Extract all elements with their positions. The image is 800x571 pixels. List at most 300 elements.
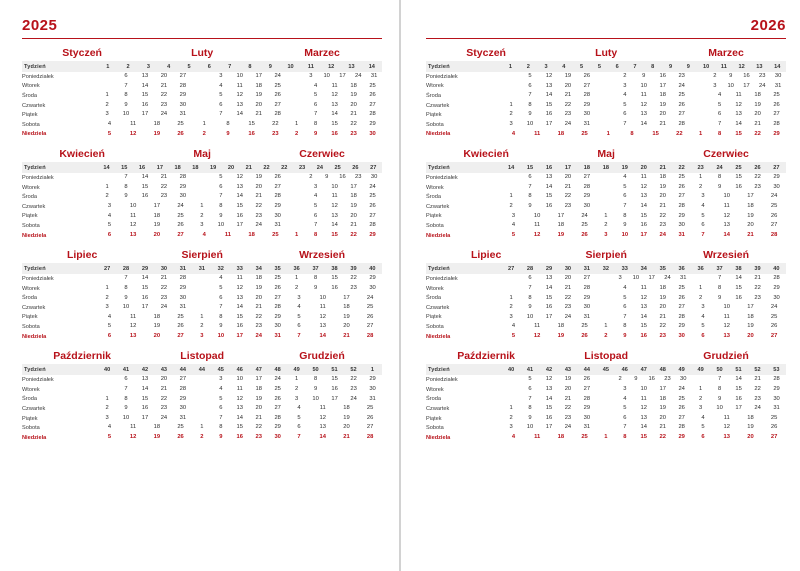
day-number: 12 <box>319 313 326 320</box>
week-number: 9 <box>268 63 272 70</box>
day-number: 28 <box>583 183 591 190</box>
quarter-block <box>426 148 786 240</box>
day-number <box>502 284 521 294</box>
day-number: 23 <box>255 323 262 330</box>
week-number: 22 <box>263 164 270 171</box>
day-number: 6 <box>528 275 532 282</box>
day-number: 22 <box>659 212 666 219</box>
day-number: 28 <box>678 120 685 127</box>
day-number: 22 <box>676 130 683 137</box>
day-number: 22 <box>659 323 666 330</box>
day-name: Sobota <box>426 324 444 331</box>
day-number: 11 <box>130 212 137 219</box>
day-number: 3 <box>105 304 109 311</box>
day-number: 2 <box>309 174 313 181</box>
day-name: Piątek <box>426 314 442 321</box>
day-number: 25 <box>177 424 184 431</box>
day-number: 18 <box>343 405 350 412</box>
day-number: 27 <box>369 212 376 219</box>
day-number: 4 <box>718 92 722 99</box>
day-number: 20 <box>659 304 666 311</box>
day-number: 13 <box>640 111 647 118</box>
day-number: 12 <box>129 434 137 441</box>
month-week-cell <box>596 332 691 342</box>
month-week-cell <box>287 294 382 304</box>
day-number: 1 <box>509 193 513 200</box>
week-number: 42 <box>545 366 553 373</box>
month-week-cell <box>691 101 786 111</box>
day-number: 18 <box>747 202 754 209</box>
day-number: 9 <box>718 183 722 190</box>
week-number: 28 <box>122 265 130 272</box>
day-number <box>596 385 615 395</box>
day-number: 5 <box>107 222 112 229</box>
week-number: 40 <box>369 265 376 272</box>
day-number: 21 <box>160 275 168 282</box>
week-number: 1 <box>370 366 374 373</box>
day-number: 31 <box>369 395 376 402</box>
week-number: 6 <box>615 63 619 70</box>
week-number: 31 <box>583 265 590 272</box>
day-number: 27 <box>583 275 591 282</box>
day-number: 5 <box>314 92 318 99</box>
day-name: Środa <box>426 396 441 403</box>
day-number: 15 <box>640 434 647 441</box>
week-number: 2 <box>526 63 530 70</box>
day-number: 24 <box>160 111 168 118</box>
day-number: 5 <box>623 183 627 190</box>
week-number: 49 <box>678 366 685 373</box>
day-number: 1 <box>295 376 299 383</box>
day-number: 6 <box>528 386 532 393</box>
day-number: 17 <box>747 193 754 200</box>
day-number: 15 <box>545 405 553 412</box>
day-number: 24 <box>678 82 685 89</box>
day-number: 18 <box>557 222 565 229</box>
day-number: 28 <box>366 332 374 339</box>
week-number: 23 <box>298 164 306 171</box>
day-number: 4 <box>314 193 318 200</box>
week-number: 27 <box>370 164 377 171</box>
day-number: 3 <box>604 231 608 238</box>
day-name: Czwartek <box>22 203 46 210</box>
day-number: 25 <box>770 414 778 421</box>
week-number: 24 <box>316 164 323 171</box>
day-number: 15 <box>141 395 149 402</box>
day-number: 9 <box>124 193 128 200</box>
day-number: 11 <box>236 275 243 282</box>
day-number <box>596 82 615 92</box>
day-number: 8 <box>718 284 722 291</box>
day-number: 6 <box>701 332 705 339</box>
month-title: Lipiec <box>470 249 502 262</box>
day-number: 15 <box>545 193 553 200</box>
day-number: 6 <box>314 101 318 108</box>
day-number: 23 <box>678 73 685 79</box>
day-number: 2 <box>713 73 717 79</box>
day-number: 10 <box>526 120 534 127</box>
day-number: 1 <box>105 92 109 99</box>
day-number: 26 <box>366 414 374 421</box>
day-number: 12 <box>545 376 553 383</box>
table-row <box>426 91 786 101</box>
day-number: 30 <box>369 284 376 291</box>
day-number: 31 <box>179 304 187 311</box>
day-number: 14 <box>545 395 553 402</box>
year-label-right: 2026 <box>750 17 786 34</box>
day-number: 16 <box>331 130 338 137</box>
day-number: 2 <box>295 130 299 137</box>
day-number: 20 <box>747 332 754 339</box>
day-number: 21 <box>255 193 262 200</box>
month-week-cell <box>691 221 786 231</box>
month-week-cell <box>691 414 786 424</box>
day-number: 13 <box>735 111 742 118</box>
day-number: 20 <box>343 323 350 330</box>
week-number: 49 <box>293 366 300 373</box>
day-number: 6 <box>219 183 223 190</box>
day-number: 31 <box>179 111 187 118</box>
day-number: 26 <box>177 323 184 330</box>
week-number: 47 <box>640 366 647 373</box>
week-number: 4 <box>167 63 171 70</box>
month-title: Listopad <box>584 350 629 363</box>
week-number: 52 <box>754 366 761 373</box>
day-number: 28 <box>678 424 685 431</box>
day-number: 14 <box>545 284 553 291</box>
day-number: 17 <box>545 424 553 431</box>
day-number: 15 <box>735 386 742 393</box>
day-number: 4 <box>623 395 627 402</box>
day-number: 19 <box>255 395 262 402</box>
week-numbers <box>98 266 382 272</box>
table-row <box>22 423 382 433</box>
month-week-cell <box>691 284 786 294</box>
day-number: 19 <box>564 73 572 79</box>
week-number-band <box>22 364 382 375</box>
day-number <box>502 72 521 82</box>
day-number: 20 <box>564 82 572 89</box>
day-number: 7 <box>297 434 301 441</box>
month-week-cell <box>287 221 382 231</box>
day-number: 22 <box>350 376 357 383</box>
day-number: 30 <box>774 73 782 79</box>
day-number: 28 <box>678 313 685 320</box>
day-number <box>98 385 117 395</box>
month-week-cell <box>596 120 691 130</box>
day-number: 14 <box>735 120 742 127</box>
week-number: 9 <box>668 63 673 70</box>
day-number: 30 <box>678 332 685 339</box>
day-number: 8 <box>528 193 532 200</box>
day-number: 14 <box>545 183 553 190</box>
day-number: 12 <box>331 202 338 209</box>
month-week-cell <box>98 231 193 241</box>
day-number: 9 <box>642 73 646 79</box>
week-number: 10 <box>287 63 294 70</box>
month-week-cell <box>691 375 786 385</box>
week-number: 35 <box>659 265 666 272</box>
month-week-cell <box>596 433 691 443</box>
day-number: 25 <box>177 313 184 320</box>
day-number: 9 <box>528 304 532 311</box>
table-row <box>426 101 786 111</box>
day-number: 8 <box>623 434 627 441</box>
month-week-cell <box>98 375 193 385</box>
month-week-cell <box>691 274 786 284</box>
week-number-band <box>426 61 786 72</box>
day-number <box>287 173 303 183</box>
day-number: 1 <box>200 424 204 431</box>
day-number: 18 <box>659 174 666 181</box>
day-name: Czwartek <box>426 304 450 311</box>
day-name: Wtorek <box>426 184 444 191</box>
day-number: 1 <box>200 202 204 209</box>
day-number: 7 <box>528 183 532 190</box>
month-week-cell <box>502 231 597 241</box>
year-rule-left <box>22 38 382 39</box>
table-row <box>22 303 382 313</box>
day-number: 17 <box>236 332 243 339</box>
day-number: 4 <box>107 424 112 431</box>
month-week-cell <box>287 130 382 140</box>
day-number: 27 <box>678 193 685 200</box>
month-week-cell <box>691 231 786 241</box>
day-number: 23 <box>564 202 572 209</box>
day-number: 28 <box>770 231 778 238</box>
day-number: 21 <box>659 120 666 127</box>
day-number: 11 <box>723 414 730 421</box>
week-number: 52 <box>350 366 357 373</box>
day-number: 29 <box>179 92 187 99</box>
day-number: 24 <box>255 332 262 339</box>
day-number <box>596 120 615 130</box>
day-number <box>287 110 306 120</box>
day-name: Niedziela <box>426 333 451 340</box>
week-number: 1 <box>106 63 110 70</box>
day-number: 10 <box>331 183 338 190</box>
month-week-cell <box>98 303 193 313</box>
day-number: 17 <box>659 82 666 89</box>
day-number: 2 <box>509 111 513 118</box>
day-number: 2 <box>105 101 109 108</box>
day-number: 2 <box>200 323 204 330</box>
month-week-cell <box>287 72 382 82</box>
day-number: 10 <box>122 304 130 311</box>
month-week-cell <box>192 231 287 241</box>
day-number: 28 <box>369 222 376 229</box>
month-week-cell <box>192 120 287 130</box>
month-week-cell <box>596 395 691 405</box>
day-number: 14 <box>236 414 243 421</box>
day-number: 22 <box>350 120 357 127</box>
day-number <box>691 91 710 101</box>
day-number <box>192 395 211 405</box>
day-number: 12 <box>545 73 553 79</box>
day-number: 26 <box>581 332 588 339</box>
day-number <box>287 212 306 222</box>
day-name: Sobota <box>22 425 40 432</box>
day-number: 28 <box>583 395 591 402</box>
day-number: 9 <box>314 284 318 291</box>
month-week-cell <box>502 130 597 140</box>
day-number: 11 <box>130 424 137 431</box>
day-number <box>287 72 303 82</box>
day-number: 13 <box>545 174 553 181</box>
day-number: 3 <box>509 424 513 431</box>
day-number: 21 <box>350 111 357 118</box>
day-number: 6 <box>528 82 532 89</box>
day-number: 7 <box>219 111 223 118</box>
day-number: 7 <box>528 284 532 291</box>
day-number: 28 <box>773 275 780 282</box>
day-number: 10 <box>526 313 534 320</box>
day-number: 8 <box>623 323 627 330</box>
day-number: 27 <box>770 222 778 229</box>
week-number-band <box>22 162 382 173</box>
year-rule-right <box>426 38 786 39</box>
table-row <box>426 72 786 82</box>
day-number <box>192 284 211 294</box>
week-number: 19 <box>210 164 217 171</box>
day-number: 11 <box>130 313 137 320</box>
day-number: 26 <box>678 294 685 301</box>
month-week-cell <box>596 274 691 284</box>
week-number: 12 <box>328 63 335 70</box>
day-name: Czwartek <box>22 304 46 311</box>
day-number: 2 <box>105 405 109 412</box>
day-number: 1 <box>200 313 204 320</box>
day-number: 25 <box>274 82 281 89</box>
day-number: 17 <box>350 183 357 190</box>
day-number <box>287 101 306 111</box>
day-number: 6 <box>219 101 223 108</box>
day-number: 20 <box>160 73 168 79</box>
month-title: Styczeń <box>62 47 102 59</box>
month-week-cell <box>691 120 786 130</box>
quarter-block <box>22 47 382 139</box>
day-number: 2 <box>699 294 703 301</box>
day-number: 28 <box>274 414 281 421</box>
day-number: 25 <box>366 405 374 412</box>
day-number: 8 <box>314 376 318 383</box>
day-number: 8 <box>528 101 532 108</box>
day-number: 15 <box>141 284 149 291</box>
table-row <box>22 404 382 414</box>
month-week-cell <box>287 231 382 241</box>
day-number: 21 <box>659 424 666 431</box>
day-number: 7 <box>314 222 318 229</box>
day-number: 20 <box>747 434 754 441</box>
table-row <box>22 110 382 120</box>
day-number: 6 <box>297 323 301 330</box>
day-number: 31 <box>678 231 685 238</box>
day-number: 6 <box>623 111 627 118</box>
day-number: 29 <box>369 231 376 238</box>
month-week-cell <box>287 202 382 212</box>
day-number: 9 <box>528 111 532 118</box>
day-number: 7 <box>124 386 128 393</box>
day-number: 9 <box>124 405 128 412</box>
day-number: 3 <box>314 183 318 190</box>
day-number: 7 <box>701 231 705 238</box>
month-week-cell <box>502 183 597 193</box>
day-number: 16 <box>735 395 742 402</box>
day-number: 12 <box>640 294 647 301</box>
day-number: 25 <box>678 395 685 402</box>
day-number: 16 <box>141 101 149 108</box>
day-name: Niedziela <box>22 434 47 441</box>
day-number: 8 <box>528 405 532 412</box>
week-label: Tydzień <box>24 265 46 272</box>
day-number <box>596 414 615 424</box>
day-number: 24 <box>355 73 362 79</box>
day-number: 10 <box>236 376 243 383</box>
day-number: 5 <box>297 313 301 320</box>
day-number: 19 <box>557 332 565 339</box>
day-number: 23 <box>355 174 362 181</box>
week-number: 47 <box>255 366 262 373</box>
month-week-cell <box>98 433 193 443</box>
week-number: 41 <box>526 366 534 373</box>
day-number: 24 <box>177 202 184 209</box>
day-name: Poniedziałek <box>22 377 54 384</box>
day-name: Piątek <box>22 314 38 321</box>
day-number: 25 <box>678 284 685 291</box>
month-week-cell <box>287 414 382 424</box>
day-number: 1 <box>699 174 703 181</box>
day-number: 4 <box>107 120 112 127</box>
day-number: 23 <box>659 222 666 229</box>
day-number: 18 <box>255 82 262 89</box>
day-number: 24 <box>160 304 168 311</box>
day-number: 13 <box>236 101 243 108</box>
day-number: 23 <box>664 376 671 383</box>
day-name: Niedziela <box>426 232 451 239</box>
month-title: Sierpień <box>181 249 223 262</box>
week-number: 43 <box>160 366 168 373</box>
day-number: 11 <box>640 395 647 402</box>
week-number: 34 <box>255 265 262 272</box>
day-number: 16 <box>331 386 338 393</box>
week-label: Tydzień <box>24 164 46 171</box>
week-label: Tydzień <box>428 164 450 171</box>
day-number: 1 <box>509 101 513 108</box>
day-number <box>596 110 615 120</box>
day-number: 10 <box>640 82 647 89</box>
day-number: 3 <box>219 73 223 79</box>
day-number: 18 <box>659 284 666 291</box>
day-number: 26 <box>678 101 685 108</box>
table-row <box>426 385 786 395</box>
table-row <box>426 433 786 443</box>
day-number: 18 <box>747 414 754 421</box>
day-number: 22 <box>754 130 761 137</box>
day-number: 10 <box>621 231 629 238</box>
day-number: 22 <box>564 101 572 108</box>
day-number: 8 <box>124 284 128 291</box>
day-number: 29 <box>678 323 685 330</box>
week-number: 4 <box>562 63 566 70</box>
day-number: 20 <box>255 101 262 108</box>
day-number: 21 <box>747 231 754 238</box>
table-row <box>426 82 786 92</box>
day-number: 27 <box>773 111 780 118</box>
day-number: 18 <box>754 92 761 99</box>
day-number: 30 <box>773 183 780 190</box>
week-number: 6 <box>207 63 211 70</box>
day-number: 10 <box>122 111 130 118</box>
